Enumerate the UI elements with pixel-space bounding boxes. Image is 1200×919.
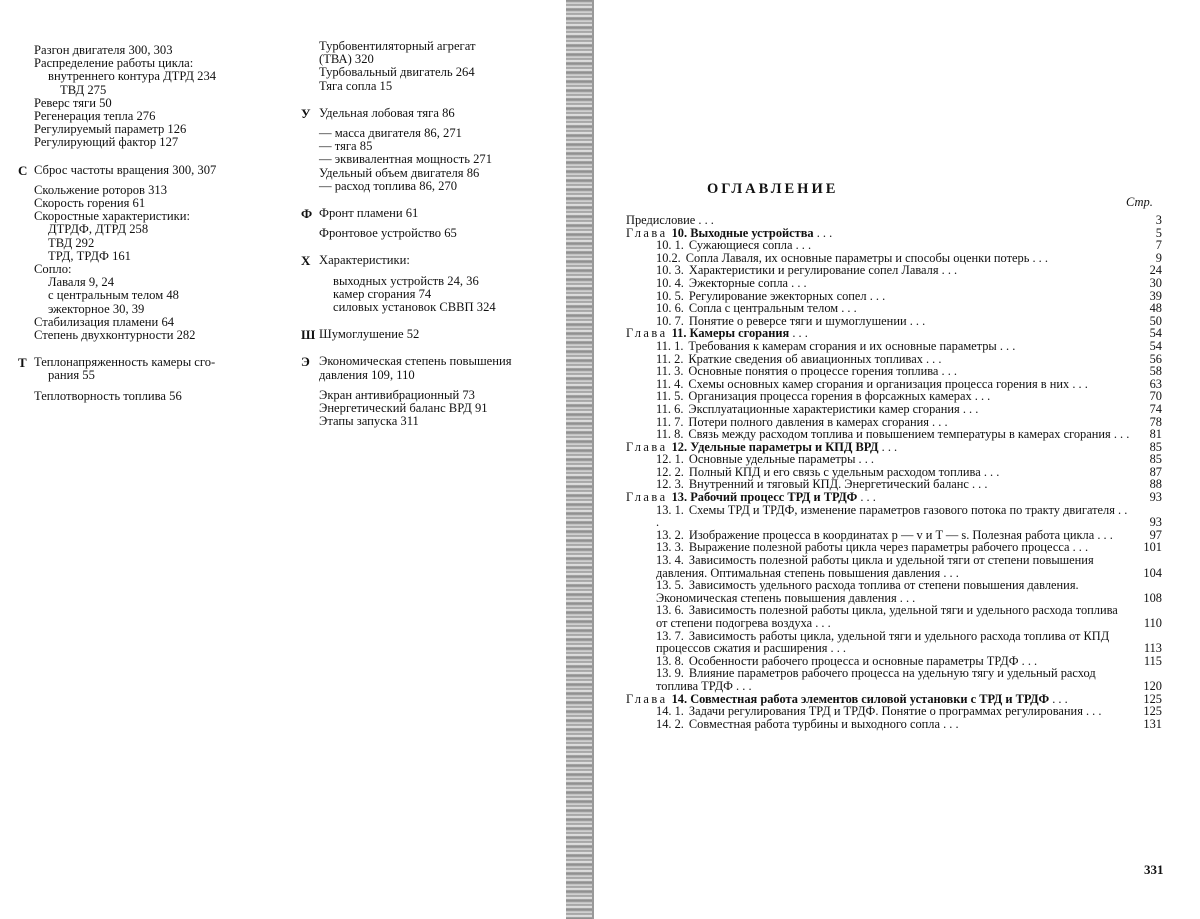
index-entry-text: рания 55 [48, 368, 95, 383]
leader-dots: . . . [996, 338, 1016, 353]
section-title: Краткие сведения об авиационных топливах [688, 351, 923, 366]
section-number: 10. 5. [656, 288, 684, 303]
section-title: Понятие о реверсе тяги и шумоглушении [688, 313, 907, 328]
index-entry-text: Сброс частоты вращения 300, 307 [34, 162, 217, 177]
index-entry-text: давления 109, 110 [319, 367, 415, 382]
index-gap [305, 93, 560, 100]
page-number: 331 [1144, 862, 1164, 877]
index-entry [20, 329, 280, 342]
section-title: Характеристики и регулирование сопел Лаваля [688, 263, 939, 278]
section-title: Совместная работа турбины и выходного сопла [688, 716, 940, 731]
index-entry-text: ТВД 275 [60, 82, 107, 97]
toc-section-row [626, 718, 1162, 731]
toc-entry [626, 667, 1132, 692]
toc-page-number: 125 [1143, 704, 1162, 719]
chapter-label: Глава [626, 225, 668, 240]
toc-section-row [626, 604, 1162, 629]
toc-section-row [626, 579, 1162, 604]
section-title: Схемы ТРД и ТРДФ, изменение параметров газового потока по тракту двигателя [688, 502, 1115, 517]
contents-title: ОГЛАВЛЕНИЕ [707, 181, 839, 197]
section-title: Изображение процесса в координатах p — v и T — s. Полезная работа цикла [688, 527, 1095, 542]
index-entry-text: Экономическая степень повышения [319, 354, 512, 369]
index-gap [20, 150, 280, 157]
index-entry-text: силовых установок СВВП 324 [333, 300, 496, 315]
toc-entry [626, 604, 1132, 629]
toc-entry [626, 504, 1132, 529]
index-entry [20, 390, 280, 403]
leader-dots: . . . [695, 213, 714, 227]
toc-page-number: 85 [1149, 452, 1162, 467]
section-title: Требования к камерам сгорания и их основные параметры [688, 338, 997, 353]
section-number: 10. 1. [656, 238, 684, 253]
section-number: 10. 4. [656, 275, 684, 290]
section-title: Схемы основных камер сгорания и организация процесса горения в них [688, 376, 1070, 391]
section-number: 13. 3. [656, 540, 684, 555]
toc-page-number: 3 [1155, 213, 1162, 227]
index-letter-heading: У [301, 105, 311, 121]
index-gap [305, 341, 560, 348]
index-entry-text: с центральным телом 48 [48, 288, 179, 303]
section-number: 13. 8. [656, 653, 684, 668]
chapter-title: 13. Рабочий процесс ТРД и ТРДФ [671, 490, 858, 505]
section-number: 10. 3. [656, 263, 684, 278]
section-number: 13. 6. [656, 603, 684, 618]
toc-page-number: 63 [1149, 376, 1162, 391]
leader-dots: . . . [1094, 527, 1113, 542]
index-entry-text: камер сгорания 74 [333, 286, 432, 301]
index-letter-entry [301, 206, 560, 222]
toc-page-number: 93 [1149, 515, 1162, 530]
index-letter-entry [20, 164, 280, 177]
leader-dots: . . . [732, 678, 752, 693]
section-title: Зависимость удельного расхода топлива от степени повышения давления. Экономическая степень повышения давления [656, 578, 1082, 605]
toc-page-number: 9 [1155, 250, 1162, 265]
section-number: 11. 3. [656, 364, 684, 379]
index-entry-text: Тяга сопла 15 [319, 78, 393, 93]
chapter-label: Глава [626, 490, 668, 505]
section-title: Регулирование эжекторных сопел [688, 288, 867, 303]
index-entry [305, 227, 560, 240]
section-title: Эжекторные сопла [688, 275, 789, 290]
page-column-label: Стр. [1126, 195, 1153, 209]
section-number: 12. 3. [656, 477, 684, 492]
index-letter-entry [301, 253, 560, 269]
index-entry-text: Энергетический баланс ВРД 91 [319, 401, 488, 416]
section-title: Влияние параметров рабочего процесса на удельную тягу и удельный расход топлива ТРДФ [656, 666, 1099, 693]
section-number: 11. 5. [656, 389, 684, 404]
section-number: 13. 4. [656, 553, 684, 568]
toc-page-number: 115 [1143, 653, 1162, 668]
toc-section-row [626, 630, 1162, 655]
section-number: 13. 9. [656, 666, 684, 681]
index-entry-text: Регенерация тепла 276 [34, 109, 156, 124]
chapter-title: 11. Камеры сгорания [671, 326, 790, 341]
index-entry-text: Экран антивибрационный 73 [319, 387, 475, 402]
section-number: 14. 1. [656, 704, 684, 719]
leader-dots: . . . [959, 401, 979, 416]
leader-dots: . . . [1018, 653, 1038, 668]
section-number: 13. 5. [656, 578, 684, 593]
section-number: 10.2. [656, 250, 681, 265]
section-title: Зависимость полезной работы цикла, удельной тяги и удельного расхода топлива от степени подогрева воздуха [656, 603, 1121, 630]
leader-dots: . . . [896, 590, 916, 605]
index-entry-text: Характеристики: [319, 253, 410, 268]
index-entry-text: Шумоглушение 52 [319, 327, 420, 342]
section-title: Задачи регулирования ТРД и ТРДФ. Понятие о программах регулирования [688, 704, 1083, 719]
index-entry-text: Фронтовое устройство 65 [319, 226, 457, 241]
toc-page-number: 85 [1149, 439, 1162, 454]
index-entry-text: Турбовентиляторный агрегат [319, 39, 476, 53]
leader-dots: . . . [1110, 427, 1130, 442]
index-entry [20, 369, 280, 382]
index-gap [305, 193, 560, 200]
toc-page-number: 74 [1149, 401, 1162, 416]
index-entry-text: Теплонапряженность камеры сго- [34, 355, 216, 370]
toc-section-row [626, 667, 1162, 692]
index-entry-text: Сопло: [34, 262, 72, 277]
index-column-left [20, 44, 280, 403]
toc-page-number: 113 [1143, 641, 1162, 656]
toc-page-number: 30 [1149, 275, 1162, 290]
section-title: Особенности рабочего процесса и основные параметры ТРДФ [688, 653, 1019, 668]
section-number: 11. 7. [656, 414, 684, 429]
index-entry-text: Удельный объем двигателя 86 [319, 165, 480, 180]
section-title: Зависимость полезной работы цикла и удельной тяги от степени повышения давления. Оптимальная степень повышения давления [656, 553, 1097, 580]
toc-section-row [626, 504, 1162, 529]
index-entry-text: Степень двухконтурности 282 [34, 328, 196, 343]
leader-dots: . . . [838, 301, 857, 316]
toc-page-number: 125 [1143, 691, 1162, 706]
section-title: Внутренний и тяговый КПД. Энергетический баланс [688, 477, 969, 492]
toc-page-number: 88 [1149, 477, 1162, 492]
index-entry-text: ТВД 292 [48, 235, 95, 250]
leader-dots: . . . [878, 439, 898, 454]
index-letter-entry [301, 327, 560, 343]
toc-entry [626, 718, 1132, 731]
toc-page-number: 104 [1143, 565, 1162, 580]
index-entry [305, 301, 560, 314]
index-entry-text: Распределение работы цикла: [34, 56, 194, 71]
toc-page-number: 50 [1149, 313, 1162, 328]
index-entry-text: — масса двигателя 86, 271 [319, 126, 462, 141]
leader-dots: . . . [812, 616, 831, 630]
toc-page-number: 131 [1143, 716, 1162, 731]
table-of-contents [626, 214, 1162, 730]
toc-page-number: 110 [1143, 616, 1162, 630]
toc-entry [626, 630, 1132, 655]
index-entry-text: Скольжение роторов 313 [34, 182, 168, 197]
index-entry-text: Этапы запуска 311 [319, 414, 419, 429]
section-number: 11. 1. [656, 338, 684, 353]
toc-page-number: 5 [1155, 225, 1162, 240]
index-column-middle [301, 39, 560, 429]
leader-dots: . . . [656, 502, 1131, 530]
index-entry-text: — эквивалентная мощность 271 [319, 152, 493, 167]
section-number: 14. 2. [656, 716, 684, 731]
index-entry-text: Реверс тяги 50 [34, 95, 112, 110]
index-entry-text: внутреннего контура ДТРД 234 [48, 69, 217, 84]
leader-dots: . . . [922, 351, 942, 366]
section-title: Основные понятия о процессе горения топлива [688, 364, 939, 379]
index-entry-text: Стабилизация пламени 64 [34, 314, 175, 329]
index-entry-text: Разгон двигателя 300, 303 [34, 43, 173, 57]
section-title: Полный КПД и его связь с удельным расходом топлива [688, 464, 981, 479]
toc-page-number: 120 [1143, 678, 1162, 693]
chapter-label: Глава [626, 439, 668, 454]
leader-dots: . . . [789, 326, 808, 341]
leader-dots: . . . [1029, 250, 1048, 265]
leader-dots: . . . [980, 464, 1000, 479]
toc-page-number: 93 [1149, 490, 1162, 505]
index-entry-text: — тяга 85 [319, 139, 373, 154]
leader-dots: . . . [827, 641, 847, 656]
leader-dots: . . . [1069, 540, 1089, 555]
index-letter-heading: Ш [301, 327, 316, 343]
index-entry-text: (ТВА) 320 [319, 52, 374, 67]
index-entry [305, 80, 560, 93]
section-number: 13. 7. [656, 628, 684, 643]
toc-page-number: 7 [1155, 238, 1162, 253]
leader-dots: . . . [1049, 691, 1068, 706]
page-edge [592, 0, 594, 919]
index-letter-entry [301, 354, 560, 370]
index-gap [305, 314, 560, 321]
index-entry-text: Удельная лобовая тяга 86 [319, 105, 455, 120]
section-number: 13. 1. [656, 502, 684, 517]
index-letter-heading: Х [301, 253, 311, 269]
index-entry-text: — расход топлива 86, 270 [319, 178, 458, 193]
index-entry-text: ТРД, ТРДФ 161 [48, 248, 131, 263]
index-entry-text: Скоростные характеристики: [34, 209, 190, 224]
chapter-title: 10. Выходные устройства [671, 225, 814, 240]
index-entry [305, 180, 560, 193]
index-entry-text: Турбовальный двигатель 264 [319, 65, 475, 80]
toc-page-number: 101 [1143, 540, 1162, 555]
toc-page-number: 78 [1149, 414, 1162, 429]
index-entry [305, 415, 560, 428]
leader-dots: . . . [1082, 704, 1102, 719]
toc-page-number: 87 [1149, 464, 1162, 479]
leader-dots: . . . [866, 288, 886, 303]
section-title: Потери полного давления в камерах сгорания [688, 414, 929, 429]
section-number: 12. 1. [656, 452, 684, 467]
leader-dots: . . . [938, 364, 957, 379]
section-number: 11. 8. [656, 427, 684, 442]
index-letter-heading: Т [18, 355, 27, 371]
index-letter-heading: Э [301, 354, 310, 370]
section-number: 13. 2. [656, 527, 684, 542]
toc-page-number: 108 [1143, 590, 1162, 605]
toc-page-number: 97 [1149, 527, 1162, 542]
index-entry [305, 369, 560, 382]
toc-page-number: 56 [1149, 351, 1162, 366]
toc-page-number: 81 [1149, 427, 1162, 442]
leader-dots: . . . [939, 716, 959, 731]
index-entry [20, 136, 280, 149]
toc-page-number: 48 [1149, 301, 1162, 316]
leader-dots: . . . [938, 263, 958, 278]
leader-dots: . . . [857, 490, 876, 505]
intro-title: Предисловие [626, 213, 696, 227]
index-entry-text: Скорость горения 61 [34, 196, 146, 211]
section-number: 11. 4. [656, 376, 684, 391]
index-entry-text: Лаваля 9, 24 [48, 275, 115, 290]
index-entry-text: Теплотворность топлива 56 [34, 388, 182, 403]
leader-dots: . . . [928, 414, 948, 429]
index-entry-text: выходных устройств 24, 36 [333, 273, 479, 288]
leader-dots: . . . [1069, 376, 1088, 391]
toc-section-row [626, 554, 1162, 579]
leader-dots: . . . [971, 389, 991, 404]
section-title: Сопла Лаваля, их основные параметры и способы оценки потерь [685, 250, 1030, 265]
section-number: 10. 6. [656, 301, 684, 316]
section-number: 10. 7. [656, 313, 684, 328]
section-title: Связь между расходом топлива и повышением температуры в камерах сгорания [688, 427, 1111, 442]
chapter-label: Глава [626, 691, 668, 706]
leader-dots: . . . [813, 225, 833, 240]
leader-dots: . . . [792, 238, 812, 253]
section-title: Организация процесса горения в форсажных камерах [688, 389, 972, 404]
index-gap [20, 342, 280, 349]
toc-entry [626, 579, 1132, 604]
section-title: Основные удельные параметры [688, 452, 856, 467]
section-title: Сопла с центральным телом [688, 301, 839, 316]
toc-page-number: 58 [1149, 364, 1162, 379]
index-letter-entry [20, 356, 280, 369]
leader-dots: . . . [906, 313, 926, 328]
leader-dots: . . . [940, 565, 959, 580]
index-letter-heading: С [18, 162, 28, 178]
chapter-label: Глава [626, 326, 668, 341]
leader-dots: . . . [788, 275, 807, 290]
index-entry-text: Фронт пламени 61 [319, 206, 419, 221]
section-number: 12. 2. [656, 464, 684, 479]
toc-page-number: 54 [1149, 338, 1162, 353]
toc-page-number: 24 [1149, 263, 1162, 278]
section-title: Эксплуатационные характеристики камер сгорания [688, 401, 960, 416]
section-number: 11. 6. [656, 401, 684, 416]
book-gutter [566, 0, 592, 919]
toc-entry [626, 554, 1132, 579]
leader-dots: . . . [968, 477, 988, 492]
toc-page-number: 39 [1149, 288, 1162, 303]
leader-dots: . . . [855, 452, 875, 467]
index-letter-heading: Ф [301, 206, 313, 222]
chapter-title: 14. Совместная работа элементов силовой установки с ТРД и ТРДФ [671, 691, 1050, 706]
index-gap [305, 240, 560, 247]
index-entry-text: эжекторное 30, 39 [48, 301, 145, 316]
index-letter-entry [301, 105, 560, 121]
section-title: Зависимость работы цикла, удельной тяги и удельного расхода топлива от КПД процессов сжатия и расширения [656, 628, 1113, 656]
index-entry-text: ДТРДФ, ДТРД 258 [48, 222, 149, 237]
section-number: 11. 2. [656, 351, 684, 366]
index-entry-text: Регулирующий фактор 127 [34, 135, 179, 150]
chapter-title: 12. Удельные параметры и КПД ВРД [671, 439, 879, 454]
section-title: Выражение полезной работы цикла через параметры рабочего процесса [688, 540, 1070, 555]
index-entry-text: Регулируемый параметр 126 [34, 122, 187, 137]
section-title: Сужающиеся сопла [688, 238, 793, 253]
toc-page-number: 70 [1149, 389, 1162, 404]
toc-page-number: 54 [1149, 326, 1162, 341]
index-entry [20, 70, 280, 83]
